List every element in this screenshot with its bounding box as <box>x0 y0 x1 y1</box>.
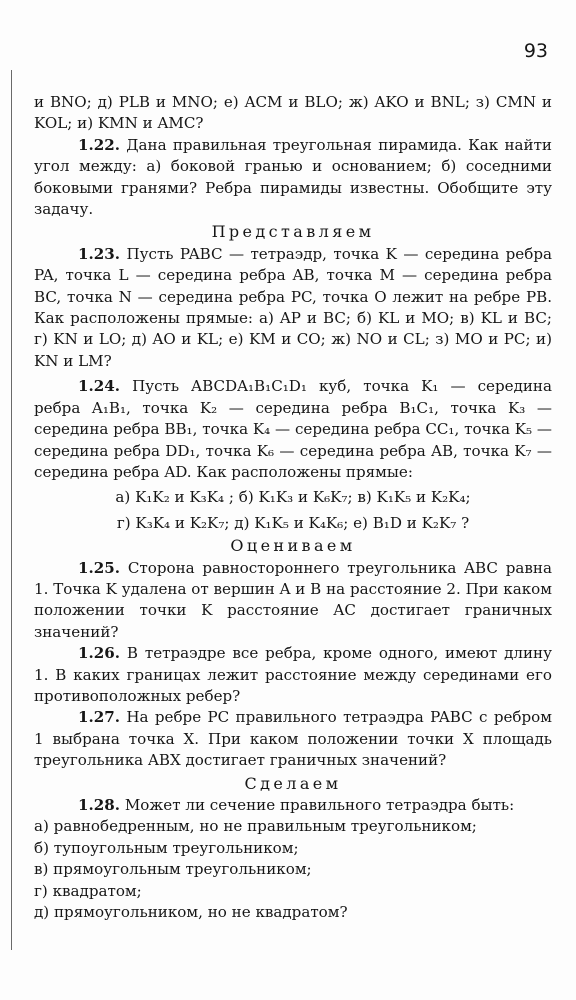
page-content <box>34 92 552 923</box>
problem-1-24-line1: а) K₁K₂ и K₃K₄ ; б) K₁K₃ и K₆K₇; в) K₁K₅ и K₂K₄; <box>115 488 471 507</box>
problem-1-22 <box>34 135 552 221</box>
section-title-estimate: Оцениваем <box>230 536 356 556</box>
problem-1-23 <box>34 244 552 372</box>
problem-number: 1.24. <box>78 377 121 396</box>
problem-number: 1.26. <box>78 644 121 663</box>
problem-text: Может ли сечение правильного тетраэдра быть: <box>124 796 515 814</box>
problem-number: 1.28. <box>78 796 121 814</box>
section-title-represent: Представляем <box>211 222 375 242</box>
problem-text: Сторона равностороннего треугольника ABC равна 1. Точка K удалена от вершин A и B на расстояние 2. При каком положении точки K расстояние AC достигает граничных значений? <box>34 558 552 641</box>
margin-rule <box>11 70 12 950</box>
problem-1-28 <box>34 795 552 816</box>
problem-text: Пусть PABC — тетраэдр, точка K — середина ребра PA, точка L — середина ребра AB, точка M — середина ребра BC, точка N — середина ребра PC, точка O лежит на ребре PB. Как расположены прямые: а) AP и BC; б) KL и MO; в) KL и BC; г) KN и LO; д) AO и KL; е) KM и CO; ж) NO и CL; з) MO и PC; и) KN и LM? <box>34 244 552 370</box>
problem-number: 1.27. <box>78 708 121 727</box>
option-item: г) квадратом; <box>34 881 142 900</box>
option-item: а) равнобедренным, но не правильным треугольником; <box>34 817 477 836</box>
option-item: б) тупоугольным треугольником; <box>34 838 299 857</box>
option-item: в) прямоугольным треугольником; <box>34 860 312 879</box>
option-item: д) прямоугольником, но не квадратом? <box>34 903 348 922</box>
page-number: 93 <box>523 40 548 62</box>
problem-1-24 <box>34 376 552 483</box>
problem-number: 1.22. <box>78 135 121 154</box>
problem-1-27 <box>34 707 552 771</box>
problem-text: Пусть ABCDA₁B₁C₁D₁ куб, точка K₁ — середина ребра A₁B₁, точка K₂ — середина ребра B₁C₁, точка K₃ — середина ребра BB₁, точка K₄ — середина ребра CC₁, точка K₅ — середина ребра DD₁, точка K₆ — середина ребра AB, точка K₇ — середина ребра AD. Как расположены прямые: <box>34 377 552 481</box>
problem-text: В тетраэдре все ребра, кроме одного, имеют длину 1. В каких границах лежит расстояние между серединами его противоположных ребер? <box>34 644 552 705</box>
section-title-make: Сделаем <box>244 773 342 793</box>
problem-text: На ребре PC правильного тетраэдра PABC с ребром 1 выбрана точка X. При каком положении точки X площадь треугольника ABX достигает граничных значений? <box>34 708 552 770</box>
problem-1-25 <box>34 558 552 644</box>
problem-number: 1.25. <box>78 558 121 577</box>
problem-text: Дана правильная треугольная пирамида. Как найти угол между: а) боковой гранью и основанием; б) соседними боковыми гранями? Ребра пирамиды известны. Обобщите эту задачу. <box>34 135 552 219</box>
intro-text: и BNO; д) PLB и MNO; е) ACM и BLO; ж) AKO и BNL; з) CMN и KOL; и) KMN и AMC? <box>34 93 552 133</box>
problem-number: 1.23. <box>78 244 121 263</box>
problem-1-24-line2: г) K₃K₄ и K₂K₇; д) K₁K₅ и K₄K₆; е) B₁D и K₂K₇ ? <box>116 513 470 532</box>
problem-1-26 <box>34 643 552 707</box>
